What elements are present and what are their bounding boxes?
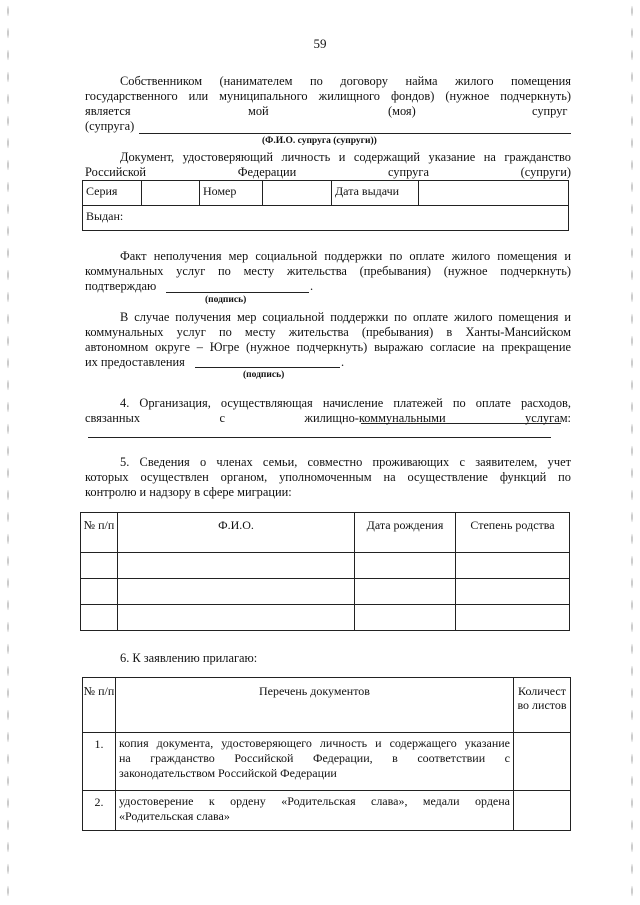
family-cell[interactable] xyxy=(118,605,355,631)
spouse-name-field[interactable] xyxy=(139,133,571,134)
nomer-label: Номер xyxy=(200,181,263,206)
attach-row-2-line-2: «Родительская слава» xyxy=(119,809,230,823)
attach-table xyxy=(82,677,571,831)
attach-col-count: Количество листов xyxy=(514,678,571,733)
family-line-2: которых осуществлен органом, уполномоченным на осуществление функций по xyxy=(85,470,571,484)
owner-line-3b: мой xyxy=(248,104,269,118)
family-cell[interactable] xyxy=(118,553,355,579)
page-number: 59 xyxy=(313,36,327,51)
date-field[interactable] xyxy=(419,181,569,206)
vydan-label: Выдан: xyxy=(86,209,124,223)
attach-title: 6. К заявлению прилагаю: xyxy=(120,651,258,665)
owner-line-3c: (моя) xyxy=(388,104,416,118)
attach-row-2-line-1: удостоверение к ордену «Родительская слава», медали ордена xyxy=(119,794,510,808)
receive-line-4: их предоставления xyxy=(85,355,185,369)
family-cell[interactable] xyxy=(456,579,570,605)
family-cell[interactable] xyxy=(81,553,118,579)
fact-signature-field[interactable] xyxy=(166,292,309,293)
attach-row-2-count[interactable] xyxy=(514,791,571,831)
table-row xyxy=(81,605,570,631)
attach-row-1-num: 1. xyxy=(83,733,116,791)
org-field-2[interactable] xyxy=(88,437,551,438)
attach-row-1-line-2: на гражданство Российской Федерации, в соответствии с xyxy=(119,751,510,765)
family-col-fio: Ф.И.О. xyxy=(118,513,355,553)
fact-line-2: коммунальных услуг по месту жительства (пребывания) (нужное подчеркнуть) xyxy=(85,264,571,278)
family-cell[interactable] xyxy=(118,579,355,605)
table-row xyxy=(83,733,571,791)
owner-line-2: государственного или муниципального жилищного фондов) (нужное подчеркнуть) xyxy=(85,89,571,103)
family-line-3: контролю и надзору в сфере миграции: xyxy=(85,485,292,499)
date-label: Дата выдачи xyxy=(332,181,419,206)
fact-line-3: подтверждаю xyxy=(85,279,157,293)
receive-line-1: В случае получения мер социальной поддержки по оплате жилого помещения и xyxy=(120,310,571,324)
nomer-field[interactable] xyxy=(263,181,332,206)
family-col-kin: Степень родства xyxy=(456,513,570,553)
doc-line-1: Документ, удостоверяющий личность и содержащий указание на гражданство xyxy=(120,150,571,164)
receive-signature-field[interactable] xyxy=(195,367,340,368)
family-cell[interactable] xyxy=(355,605,456,631)
passport-table xyxy=(82,180,569,231)
receive-dot: . xyxy=(341,355,345,369)
owner-line-1: Собственником (нанимателем по договору найма жилого помещения xyxy=(120,74,571,88)
org-line-2: связанных с жилищно-коммунальными услугам: xyxy=(85,411,571,425)
vydan-field[interactable] xyxy=(83,206,569,231)
table-row xyxy=(81,579,570,605)
family-line-1: 5. Сведения о членах семьи, совместно проживающих с заявителем, учет xyxy=(120,455,571,469)
fact-sign-caption: (подпись) xyxy=(205,295,247,305)
receive-sign-caption: (подпись) xyxy=(243,370,285,380)
fact-line-1: Факт неполучения мер социальной поддержки по оплате жилого помещения и xyxy=(120,249,571,263)
family-cell[interactable] xyxy=(81,605,118,631)
attach-row-1-line-3: законодательством Российской Федерации xyxy=(119,766,337,780)
attach-col-num: № п/п xyxy=(83,678,116,733)
family-cell[interactable] xyxy=(355,553,456,579)
family-cell[interactable] xyxy=(456,605,570,631)
scan-edge-left xyxy=(6,0,10,905)
attach-row-1-text xyxy=(116,733,514,791)
attach-row-1-line-1: копия документа, удостоверяющего личность и содержащего указание xyxy=(119,736,510,750)
seria-field[interactable] xyxy=(142,181,200,206)
table-row xyxy=(81,553,570,579)
table-row xyxy=(83,791,571,831)
fact-dot: . xyxy=(310,279,314,293)
family-col-birth: Дата рождения xyxy=(355,513,456,553)
owner-line-3d: супруг xyxy=(532,104,568,118)
attach-row-2-num: 2. xyxy=(83,791,116,831)
doc-line-2: Российской Федерации супруга (супруги) xyxy=(85,165,571,179)
spouse-name-caption: (Ф.И.О. супруга (супруги)) xyxy=(262,136,377,146)
family-cell[interactable] xyxy=(355,579,456,605)
attach-row-2-text xyxy=(116,791,514,831)
family-col-num: № п/п xyxy=(81,513,118,553)
org-line-1: 4. Организация, осуществляющая начисление платежей по оплате расходов, xyxy=(120,396,571,410)
receive-line-2: коммунальных услуг по месту жительства (пребывания) в Ханты-Мансийском xyxy=(85,325,571,339)
attach-col-list: Перечень документов xyxy=(116,678,514,733)
org-field-1[interactable] xyxy=(361,423,561,424)
family-cell[interactable] xyxy=(81,579,118,605)
owner-line-4: (супруга) xyxy=(85,119,135,133)
family-table xyxy=(80,512,570,631)
family-cell[interactable] xyxy=(456,553,570,579)
attach-row-1-count[interactable] xyxy=(514,733,571,791)
owner-line-3a: является xyxy=(85,104,131,118)
seria-label: Серия xyxy=(83,181,142,206)
receive-line-3: автономном округе – Югре (нужное подчеркнуть) выражаю согласие на прекращение xyxy=(85,340,571,354)
scan-edge-right xyxy=(630,0,634,905)
